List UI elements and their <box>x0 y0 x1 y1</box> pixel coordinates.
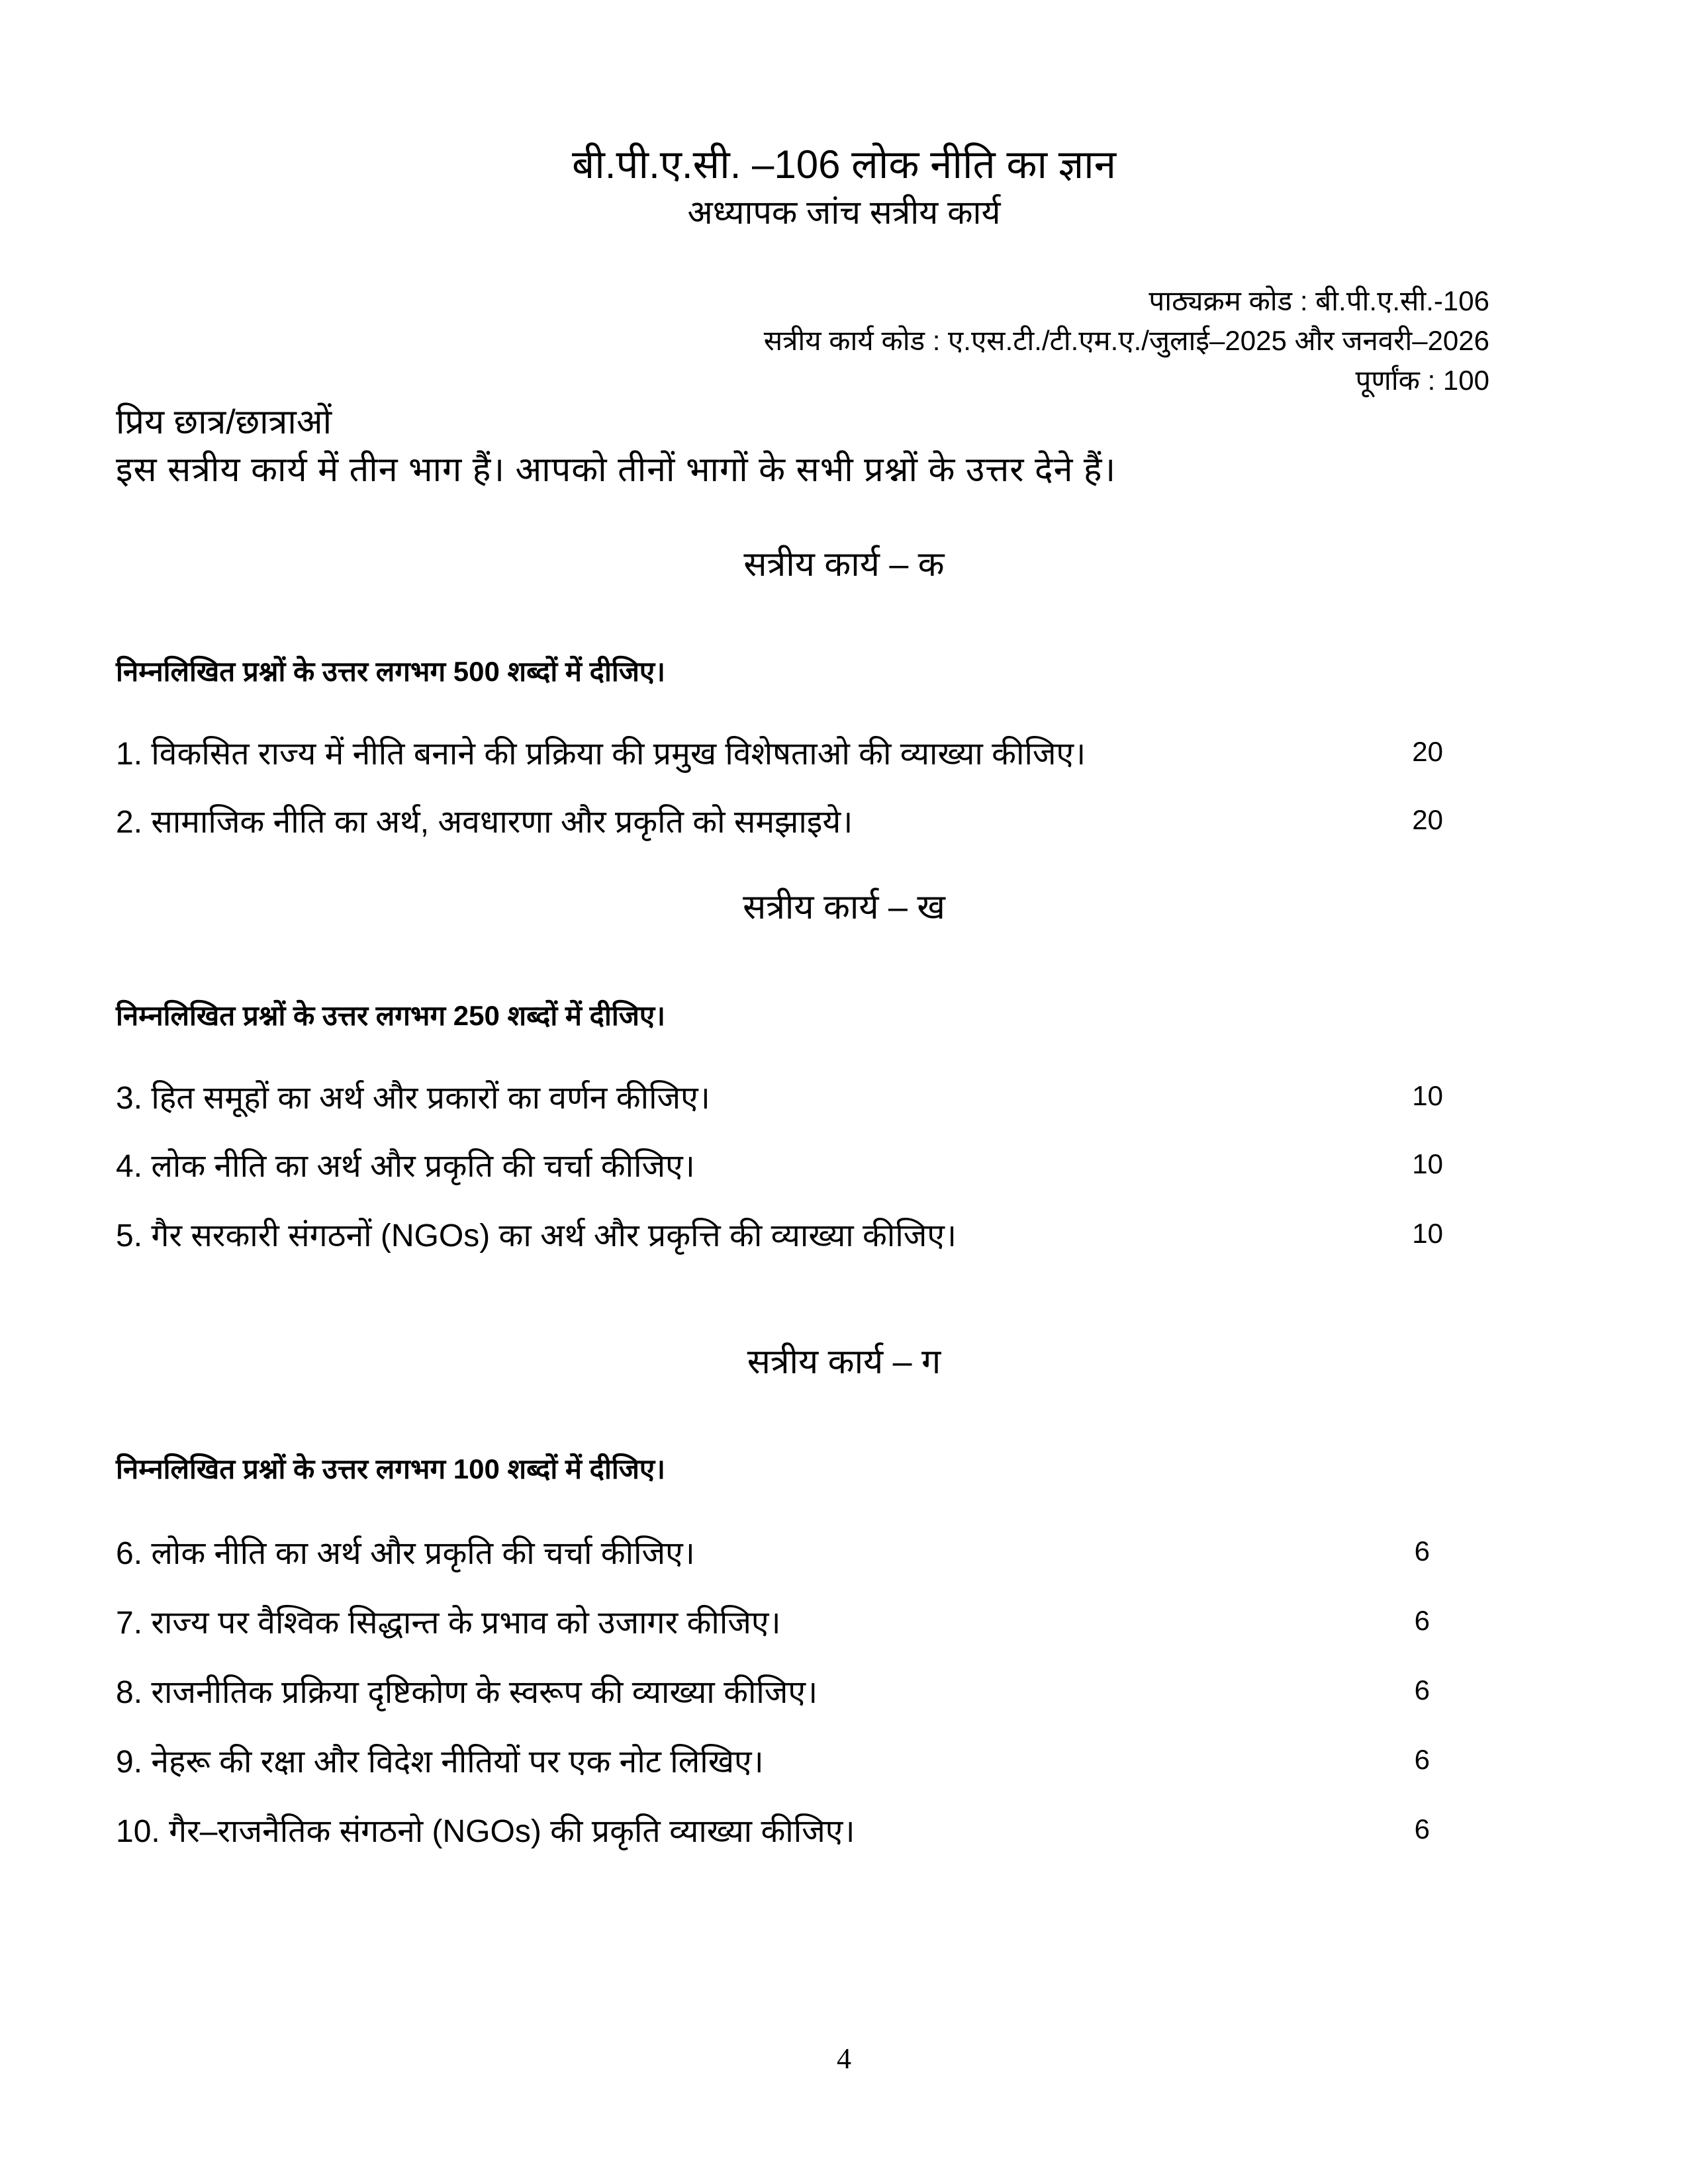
question-2: 2. सामाजिक नीति का अर्थ, अवधारणा और प्रकृति को समझाइये। <box>116 805 853 840</box>
section-c-instruction: निम्नलिखित प्रश्नों के उत्तर लगभग 100 शब्दों में दीजिए। <box>116 1453 666 1484</box>
section-a-heading: सत्रीय कार्य – क <box>743 545 945 584</box>
salutation: प्रिय छात्र/छात्राओं <box>116 403 332 441</box>
question-6: 6. लोक नीति का अर्थ और प्रकृति की चर्चा कीजिए। <box>116 1536 695 1571</box>
section-c-heading: सत्रीय कार्य – ग <box>747 1343 941 1381</box>
question-9: 9. नेहरू की रक्षा और विदेश नीतियों पर एक नोट लिखिए। <box>116 1745 764 1780</box>
question-8: 8. राजनीतिक प्रक्रिया दृष्टिकोण के स्वरूप की व्याख्या कीजिए। <box>116 1675 818 1710</box>
question-2-marks: 20 <box>1412 804 1443 835</box>
question-4: 4. लोक नीति का अर्थ और प्रकृति की चर्चा कीजिए। <box>116 1149 695 1184</box>
section-a-instruction: निम्नलिखित प्रश्नों के उत्तर लगभग 500 शब्दों में दीजिए। <box>116 656 666 687</box>
question-4-marks: 10 <box>1412 1148 1443 1179</box>
page-number: 4 <box>837 2042 851 2075</box>
max-marks: पूर्णांक : 100 <box>1355 365 1489 396</box>
question-1-marks: 20 <box>1412 736 1443 767</box>
question-3: 3. हित समूहों का अर्थ और प्रकारों का वर्णन कीजिए। <box>116 1081 710 1116</box>
question-5: 5. गैर सरकारी संगठनों (NGOs) का अर्थ और प्रकृत्ति की व्याख्या कीजिए। <box>116 1218 957 1253</box>
document-title: बी.पी.ए.सी. –106 लोक नीति का ज्ञान <box>571 142 1116 187</box>
question-6-marks: 6 <box>1414 1535 1430 1567</box>
question-9-marks: 6 <box>1414 1744 1430 1775</box>
question-10-marks: 6 <box>1414 1813 1430 1844</box>
question-7: 7. राज्य पर वैश्विक सिद्धान्त के प्रभाव को उजागर कीजिए। <box>116 1606 781 1641</box>
question-7-marks: 6 <box>1414 1605 1430 1636</box>
question-10: 10. गैर–राजनैतिक संगठनो (NGOs) की प्रकृति व्याख्या कीजिए। <box>116 1814 855 1849</box>
section-b-instruction: निम्नलिखित प्रश्नों के उत्तर लगभग 250 शब्दों में दीजिए। <box>116 1000 666 1031</box>
section-b-heading: सत्रीय कार्य – ख <box>743 888 945 927</box>
question-8-marks: 6 <box>1414 1674 1430 1706</box>
question-1: 1. विकसित राज्य में नीति बनाने की प्रक्रिया की प्रमुख विशेषताओ की व्याख्या कीजिए। <box>116 737 1086 772</box>
assignment-code: सत्रीय कार्य कोड : ए.एस.टी./टी.एम.ए./जुलाई–2025 और जनवरी–2026 <box>763 325 1489 356</box>
question-5-marks: 10 <box>1412 1218 1443 1249</box>
document-subtitle: अध्यापक जांच सत्रीय कार्य <box>687 194 1001 231</box>
course-code: पाठ्यक्रम कोड : बी.पी.ए.सी.-106 <box>1149 285 1489 316</box>
question-3-marks: 10 <box>1412 1080 1443 1111</box>
intro-text: इस सत्रीय कार्य में तीन भाग हैं। आपको तीनों भागों के सभी प्रश्नों के उत्तर देने हैं। <box>116 451 1117 489</box>
